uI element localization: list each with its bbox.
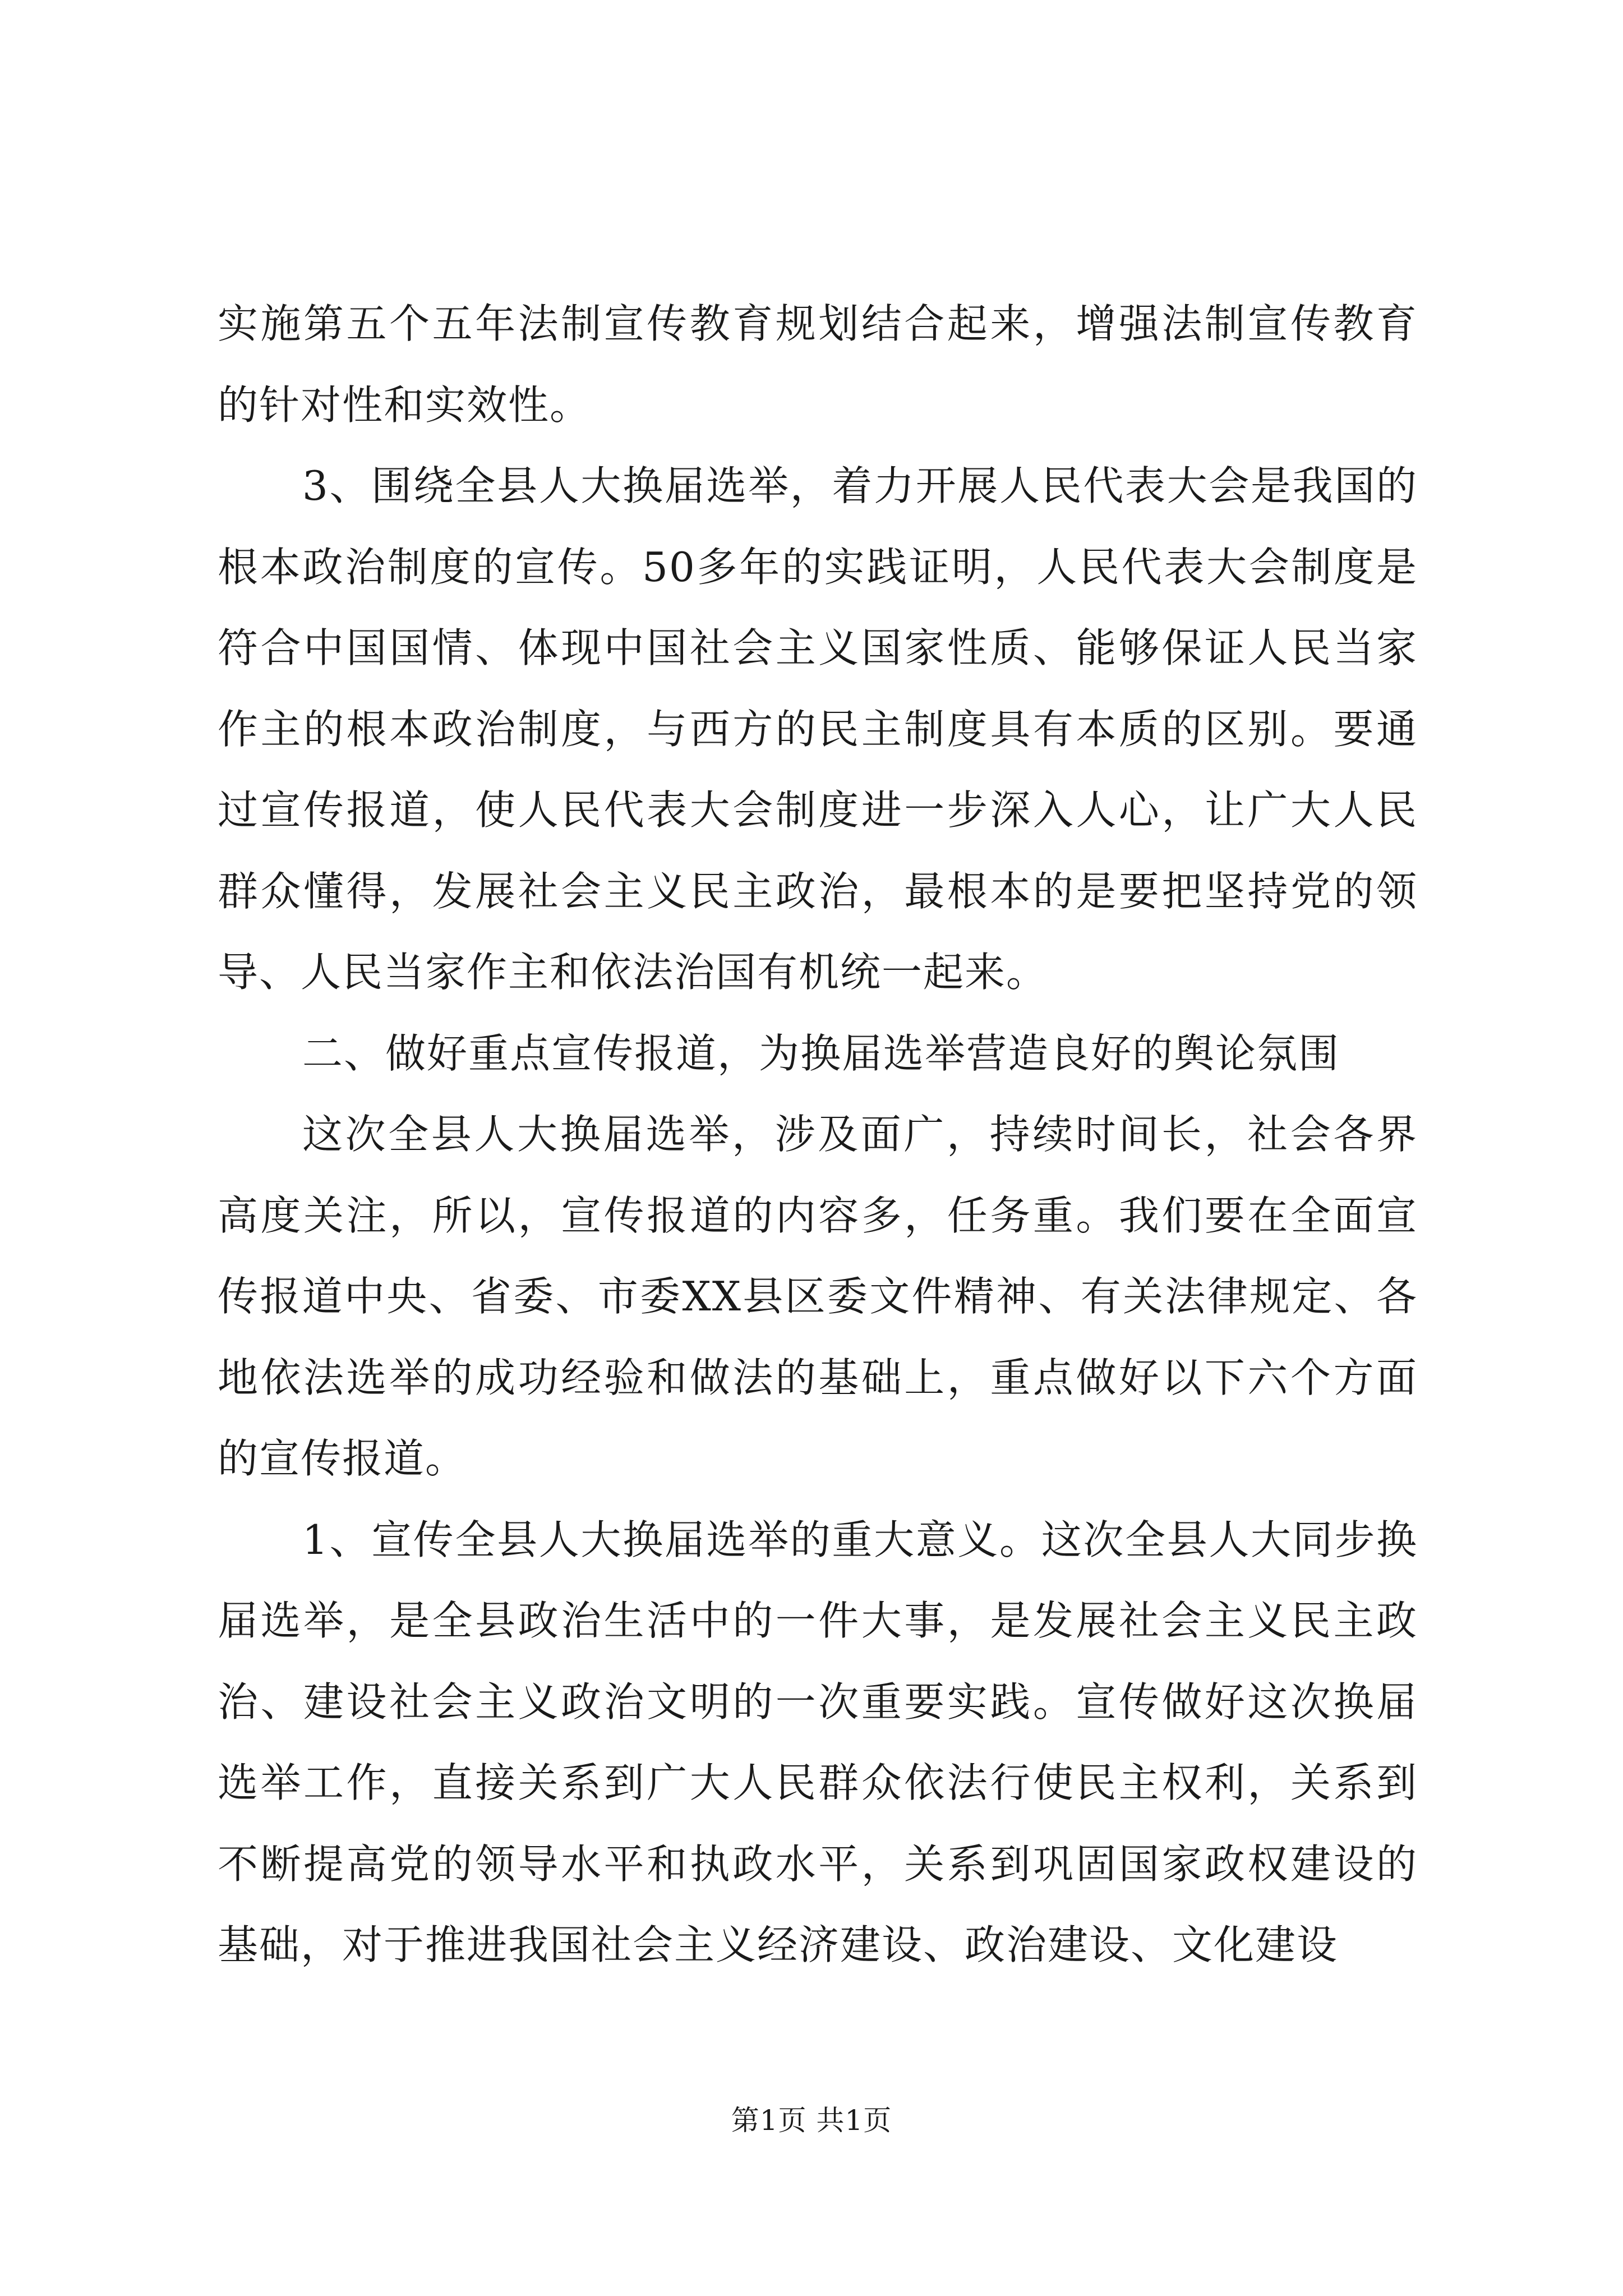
document-body [218, 283, 1418, 1986]
paragraph-4: 1、宣传全县人大换届选举的重大意义。这次全县人大同步换届选举，是全县政治生活中的一件大事，是发展社会主义民主政治、建设社会主义政治文明的一次重要实践。宣传做好这次换届选举工作，直接关系到广大人民群众依法行使民主权利，关系到不断提高党的领导水平和执政水平，关系到巩固国家政权建设的基础，对于推进我国社会主义经济建设、政治建设、文化建设 [218, 1516, 1418, 1968]
section-heading: 二、做好重点宣传报道，为换届选举营造良好的舆论氛围 [302, 1029, 1340, 1077]
paragraph-3: 这次全县人大换届选举，涉及面广，持续时间长，社会各界高度关注，所以，宣传报道的内容多，任务重。我们要在全面宣传报道中央、省委、市委XX县区委文件精神、有关法律规定、各地依法选举的成功经验和做法的基础上，重点做好以下六个方面的宣传报道。 [218, 1111, 1418, 1482]
paragraph-2: 3、围绕全县人大换届选举，着力开展人民代表大会是我国的根本政治制度的宣传。50多年的实践证明，人民代表大会制度是符合中国国情、体现中国社会主义国家性质、能够保证人民当家作主的根本政治制度，与西方的民主制度具有本质的区别。要通过宣传报道，使人民代表大会制度进一步深入人心，让广大人民群众懂得，发展社会主义民主政治，最根本的是要把坚持党的领导、人民当家作主和依法治国有机统一起来。 [218, 462, 1418, 996]
paragraph-1: 实施第五个五年法制宣传教育规划结合起来，增强法制宣传教育的针对性和实效性。 [218, 300, 1418, 429]
page-footer: 第1页 共1页 [731, 2104, 892, 2137]
